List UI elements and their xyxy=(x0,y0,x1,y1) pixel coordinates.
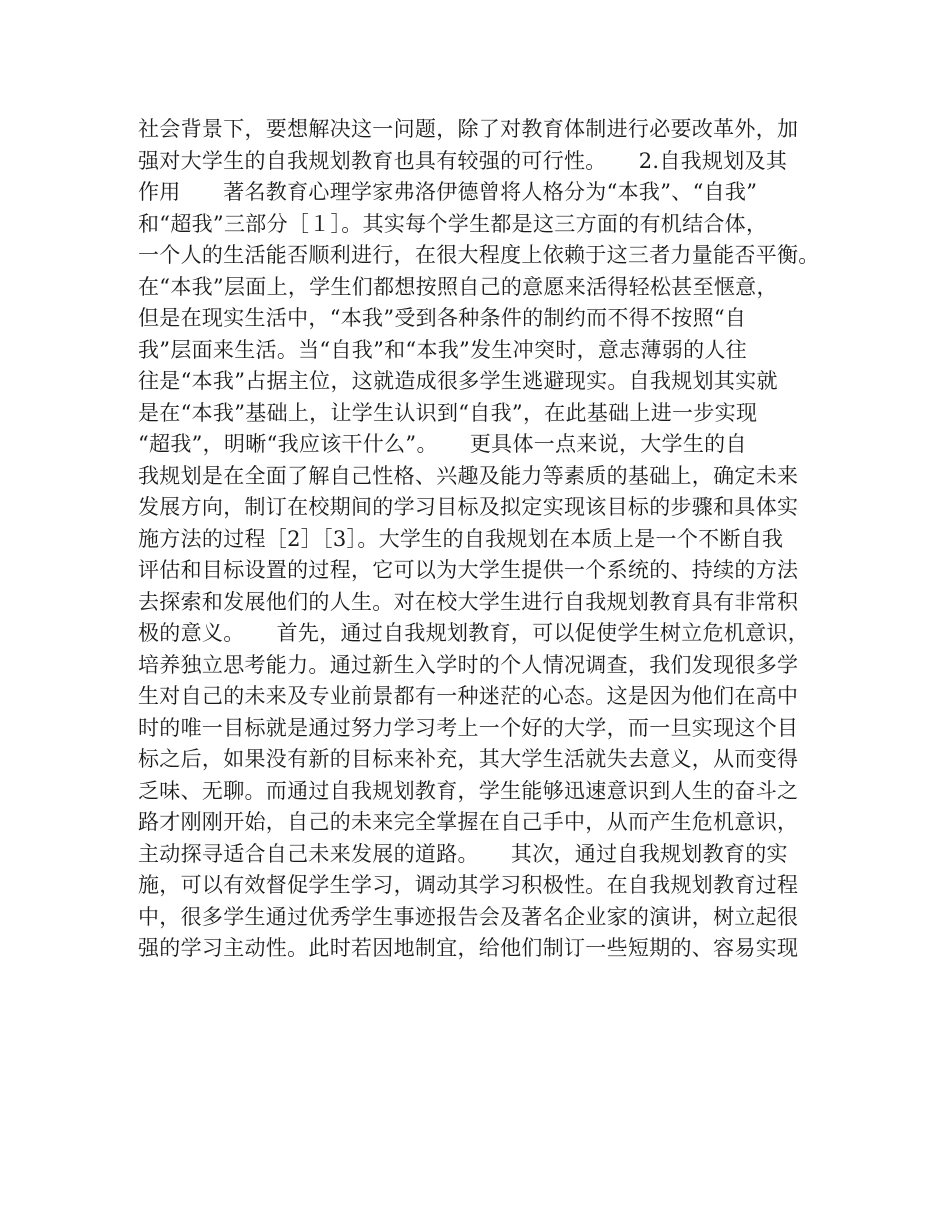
text-line: 社会背景下，要想解决这一问题，除了对教育体制进行必要改革外，加 xyxy=(138,117,799,141)
text-line: 在“本我”层面上，学生们都想按照自己的意愿来活得轻松甚至惬意， xyxy=(138,274,778,299)
text-line: 发展方向，制订在校期间的学习目标及拟定实现该目标的步骤和具体实 xyxy=(138,495,799,519)
text-line: 施，可以有效督促学生学习，调动其学习积极性。在自我规划教育过程 xyxy=(138,873,799,897)
text-line: 是在“本我”基础上，让学生认识到“自我”，在此基础上进一步实现 xyxy=(138,400,758,425)
text-line: 但是在现实生活中，“本我”受到各种条件的制约而不得不按照“自 xyxy=(138,306,747,330)
text-line: 乏味、无聊。而通过自我规划教育，学生能够迅速意识到人生的奋斗之 xyxy=(138,778,799,803)
text-line: 强的学习主动性。此时若因地制宜，给他们制订一些短期的、容易实现 xyxy=(138,936,799,960)
text-line: 一个人的生活能否顺利进行，在很大程度上依赖于这三者力量能否平衡。 xyxy=(138,243,820,267)
text-line: 评估和目标设置的过程，它可以为大学生提供一个系统的、持续的方法 xyxy=(138,558,799,582)
body-text xyxy=(138,114,838,965)
text-line: 作用 著名教育心理学家弗洛伊德曾将人格分为“本我”、“自我” xyxy=(138,180,758,204)
text-line: 我”层面来生活。当“自我”和“本我”发生冲突时，意志薄弱的人往 xyxy=(138,337,747,362)
text-line: 主动探寻适合自己未来发展的道路。 其次，通过自我规划教育的实 xyxy=(138,841,788,866)
text-line: 施方法的过程［2］［3］。大学生的自我规划在本质上是一个不断自我 xyxy=(138,526,784,551)
text-line: “超我”，明晰“我应该干什么”。 更具体一点来说，大学生的自 xyxy=(138,432,747,456)
text-line: 生对自己的未来及专业前景都有一种迷茫的心态。这是因为他们在高中 xyxy=(138,684,799,708)
text-line: 路才刚刚开始，自己的未来完全掌握在自己手中，从而产生危机意识， xyxy=(138,810,799,834)
text-line: 标之后，如果没有新的目标来补充，其大学生活就失去意义，从而变得 xyxy=(138,747,799,771)
text-line: 时的唯一目标就是通过努力学习考上一个好的大学，而一旦实现这个目 xyxy=(138,715,799,740)
text-line: 中，很多学生通过优秀学生事迹报告会及著名企业家的演讲，树立起很 xyxy=(138,904,799,929)
text-line: 去探索和发展他们的人生。对在校大学生进行自我规划教育具有非常积 xyxy=(138,589,799,614)
text-line: 我规划是在全面了解自己性格、兴趣及能力等素质的基础上，确定未来 xyxy=(138,463,799,488)
text-line: 往是“本我”占据主位，这就造成很多学生逃避现实。自我规划其实就 xyxy=(138,369,778,393)
text-line: 培养独立思考能力。通过新生入学时的个人情况调查，我们发现很多学 xyxy=(138,652,799,677)
text-line: 极的意义。 首先，通过自我规划教育，可以促使学生树立危机意识， xyxy=(138,621,810,645)
text-line: 强对大学生的自我规划教育也具有较强的可行性。 2.自我规划及其 xyxy=(138,148,788,173)
text-line: 和“超我”三部分［１］。其实每个学生都是这三方面的有机结合体， xyxy=(138,211,768,236)
